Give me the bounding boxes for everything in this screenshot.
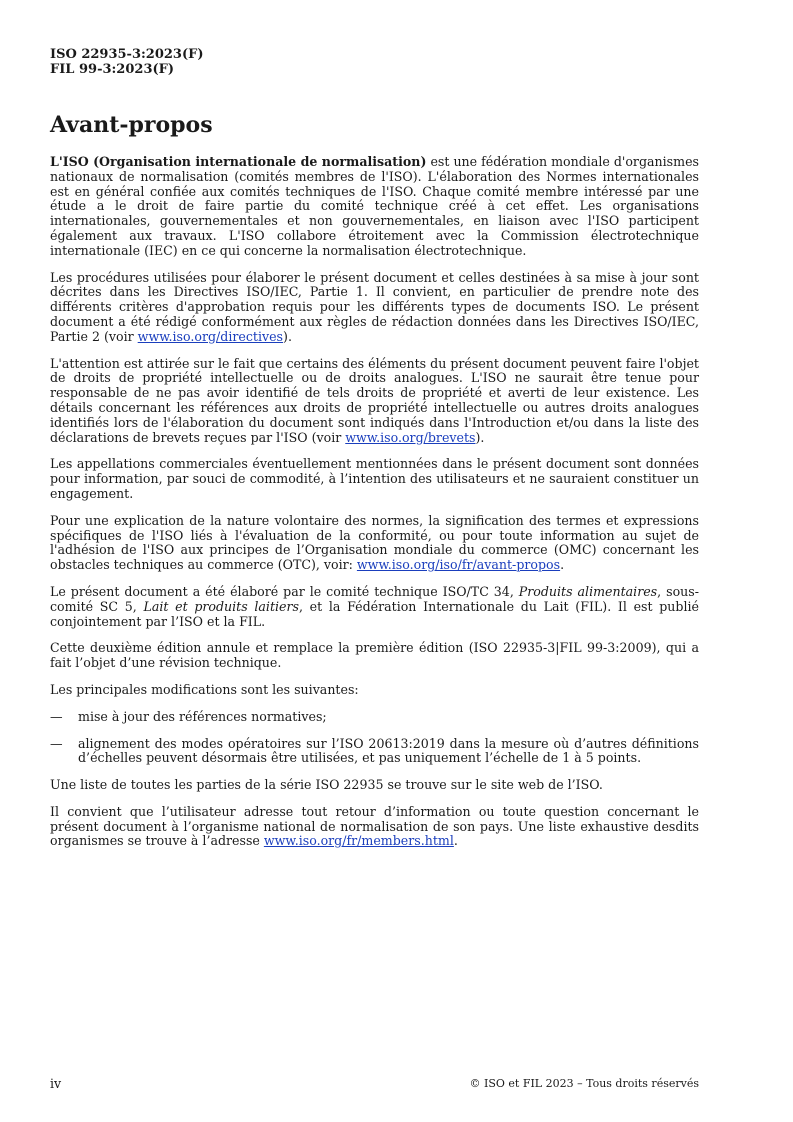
members-link[interactable]: www.iso.org/fr/members.html — [263, 833, 454, 849]
list-dash: — — [50, 708, 63, 724]
paragraph-committee — [50, 585, 699, 629]
document-body — [50, 155, 699, 861]
list-item — [50, 737, 699, 767]
paragraph-feedback — [50, 805, 699, 849]
paragraph-text: L'attention est attirée sur le fait que certains des éléments du présent document peuvent faire l'objet de droits de propriété intellectuelle ou de droits analogues. L'ISO ne saurait être tenue pour responsable de ne pas avoir identifié de tels droits de propriété et averti de leur existence. Les détails concernant les références aux droits de propriété intellectuelle ou autres droits analogues identifiés lors de l'élaboration du document sont indiqués dans l'Introduction et/ou dans la liste des déclarations de brevets reçues par l'ISO (voir — [50, 355, 699, 445]
paragraph-patents — [50, 357, 699, 446]
list-item — [50, 710, 699, 725]
document-number: ISO 22935-3:2023(F) — [50, 47, 204, 62]
committee-title: Produits alimentaires — [518, 583, 658, 599]
paragraph-changes-intro: Les principales modifications sont les suivantes: — [50, 681, 359, 697]
copyright-notice: © ISO et FIL 2023 – Tous droits réservés — [469, 1077, 699, 1090]
document-header — [50, 47, 204, 77]
page-number: iv — [50, 1076, 62, 1091]
paragraph-text: , et la Fédération Internationale du Lait (FIL). Il est publié conjointement par l’ISO et la FIL. — [50, 598, 699, 629]
paragraph-text: Le présent document a été élaboré par le comité technique ISO/TC 34, — [50, 583, 519, 599]
list-dash: — — [50, 735, 63, 751]
paragraph-text: est une fédération mondiale d'organismes nationaux de normalisation (comités membres de l'ISO). L'élaboration des Normes internationales est en général confiée aux comités techniques de l'ISO. Chaque comité membre intéressé par une étude a le droit de faire partie du comité technique créé à cet effet. Les organisations internationales, gouvernementales et non gouvernementales, en liaison avec l'ISO participent également aux travaux. L'ISO collabore étroitement avec la Commission électrotechnique internationale (IEC) en ce qui concerne la normalisation électrotechnique. — [50, 154, 699, 258]
paragraph-trade-names: Les appellations commerciales éventuellement mentionnées dans le présent document sont données pour information, par souci de commodité, à l’intention des utilisateurs et ne sauraient constituer un engagement. — [50, 456, 699, 501]
list-item-text: alignement des modes opératoires sur l’ISO 20613:2019 dans la mesure où d’autres définitions d’échelles peuvent désormais être utilisées, et pas uniquement l’échelle de 1 à 5 points. — [78, 735, 699, 766]
document-number-fil: FIL 99-3:2023(F) — [50, 62, 175, 77]
paragraph-iso-intro — [50, 155, 699, 259]
paragraph-voluntary-nature — [50, 514, 699, 573]
subcommittee-title: Lait et produits laitiers — [143, 598, 299, 614]
paragraph-text: ). — [475, 429, 485, 445]
paragraph-series: Une liste de toutes les parties de la série ISO 22935 se trouve sur le site web de l’ISO. — [50, 777, 603, 793]
paragraph-edition: Cette deuxième édition annule et remplace la première édition (ISO 22935-3|FIL 99-3:2009), qui a fait l’objet d’une révision technique. — [50, 640, 699, 671]
paragraph-text: Les procédures utilisées pour élaborer le présent document et celles destinées à sa mise à jour sont décrites dans les Directives ISO/IEC, Partie 1. Il convient, en particulier de prendre note des différents critères d'approbation requis pour les différents types de documents ISO. Le présent document a été rédigé conformément aux règles de rédaction données dans les Directives ISO/IEC, Partie 2 (voir — [50, 269, 699, 344]
foreword-link[interactable]: www.iso.org/iso/fr/avant-propos — [356, 557, 561, 573]
list-item-text: mise à jour des références normatives; — [78, 708, 327, 724]
paragraph-text: Pour une explication de la nature volontaire des normes, la signification des termes et expressions spécifiques de l'ISO liés à l'évaluation de la conformité, ou pour toute information au sujet de l'adhésion de l'ISO aux principes de l’Organisation mondiale du commerce (OMC) concernant les obstacles techniques au commerce (OTC), voir: — [50, 512, 699, 573]
paragraph-text: Il convient que l’utilisateur adresse tout retour d’information ou toute question concernant le présent document à l’organisme national de normalisation de son pays. Une liste exhaustive desdits organismes se trouve à l’adresse — [50, 803, 699, 849]
paragraph-text: . — [453, 833, 458, 849]
paragraph-text: , sous-comité SC 5, — [50, 583, 699, 614]
patents-link[interactable]: www.iso.org/brevets — [345, 429, 476, 445]
directives-link[interactable]: www.iso.org/directives — [137, 328, 284, 344]
page-title: Avant-propos — [50, 112, 213, 138]
paragraph-text: . — [560, 557, 565, 573]
iso-bold-lead: L'ISO (Organisation internationale de normalisation) — [50, 154, 427, 169]
paragraph-text: ). — [283, 328, 292, 344]
paragraph-procedures — [50, 271, 699, 345]
